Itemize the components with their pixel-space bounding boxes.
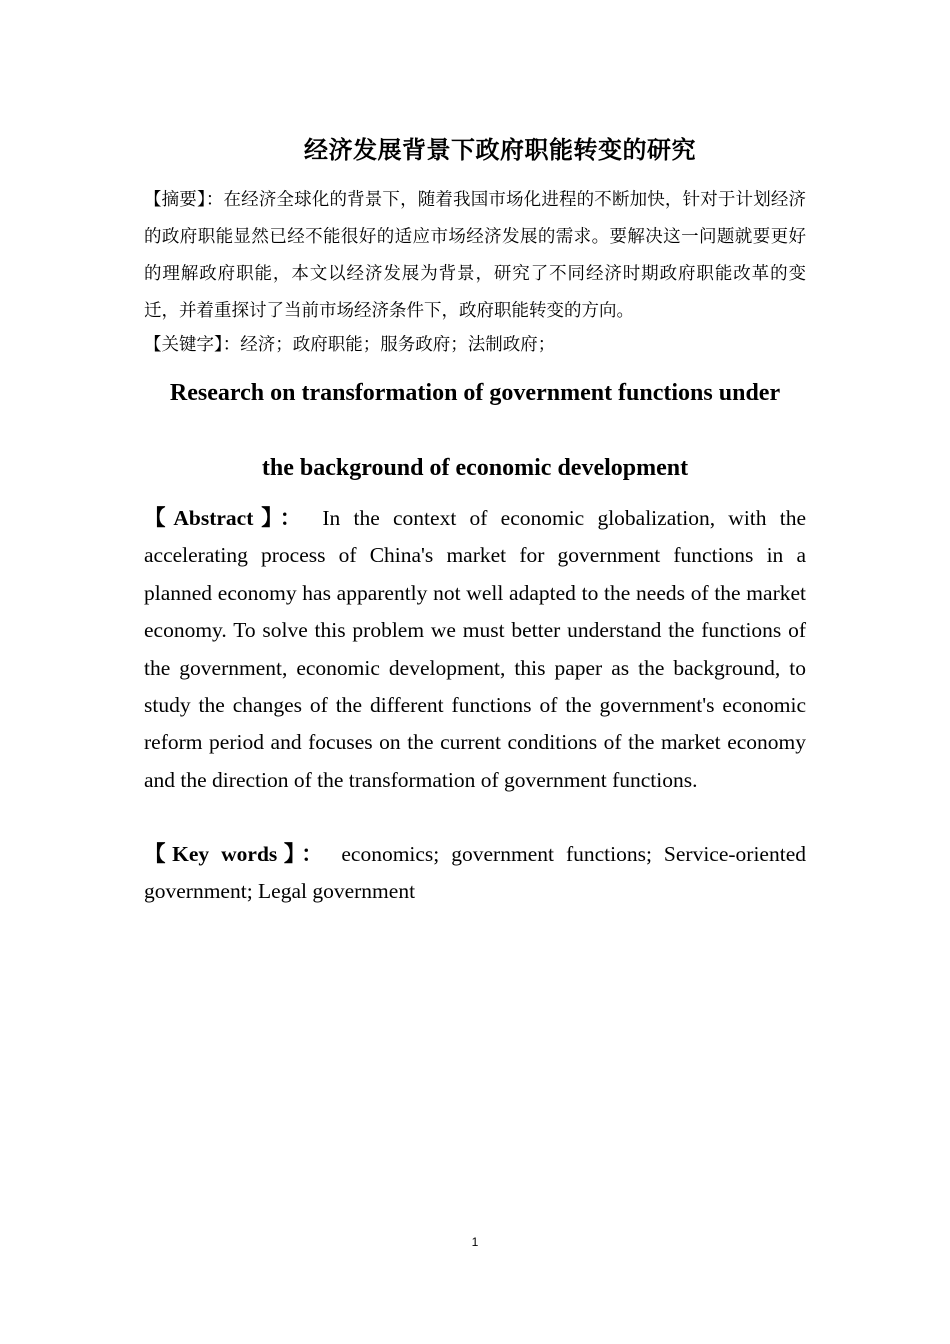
english-keywords-text: economics; government functions; Service-oriented government; Legal government bbox=[144, 842, 806, 904]
page-number: 1 bbox=[471, 1235, 479, 1249]
chinese-abstract bbox=[144, 182, 806, 330]
chinese-keywords-label: 【关键字】： bbox=[144, 335, 241, 355]
english-keywords bbox=[144, 836, 806, 911]
chinese-abstract-text: 在经济全球化的背景下，随着我国市场化进程的不断加快，针对于计划经济的政府职能显然已经不能很好的适应市场经济发展的需求。要解决这一问题就要更好的理解政府职能，本文以经济发展为背景，研究了不同经济时期政府职能改革的变迁，并着重探讨了当前市场经济条件下，政府职能转变的方向。 bbox=[144, 190, 807, 321]
chinese-keywords bbox=[144, 330, 806, 360]
english-abstract bbox=[144, 500, 806, 799]
english-keywords-label: 【Key words】： bbox=[144, 842, 330, 866]
chinese-title: 经济发展背景下政府职能转变的研究 bbox=[304, 136, 696, 164]
english-abstract-text: In the context of economic globalization, with the accelerating process of China's market for government functions in a planned economy has apparently not well adapted to the needs of the market economy. To solve this problem we must better understand the functions of the government, economic development, this paper as the background, to study the changes of the different functions of the government's economic reform period and focuses on the current conditions of the market economy and the direction of the transformation of government functions. bbox=[144, 506, 807, 792]
english-title-line-2: the background of economic development bbox=[261, 455, 689, 481]
chinese-keywords-text: 经济；政府职能；服务政府；法制政府； bbox=[240, 335, 556, 355]
english-title-line-1: Research on transformation of government functions under bbox=[169, 380, 781, 406]
chinese-abstract-label: 【摘要】： bbox=[144, 190, 224, 210]
english-abstract-label: 【Abstract】： bbox=[144, 506, 310, 530]
